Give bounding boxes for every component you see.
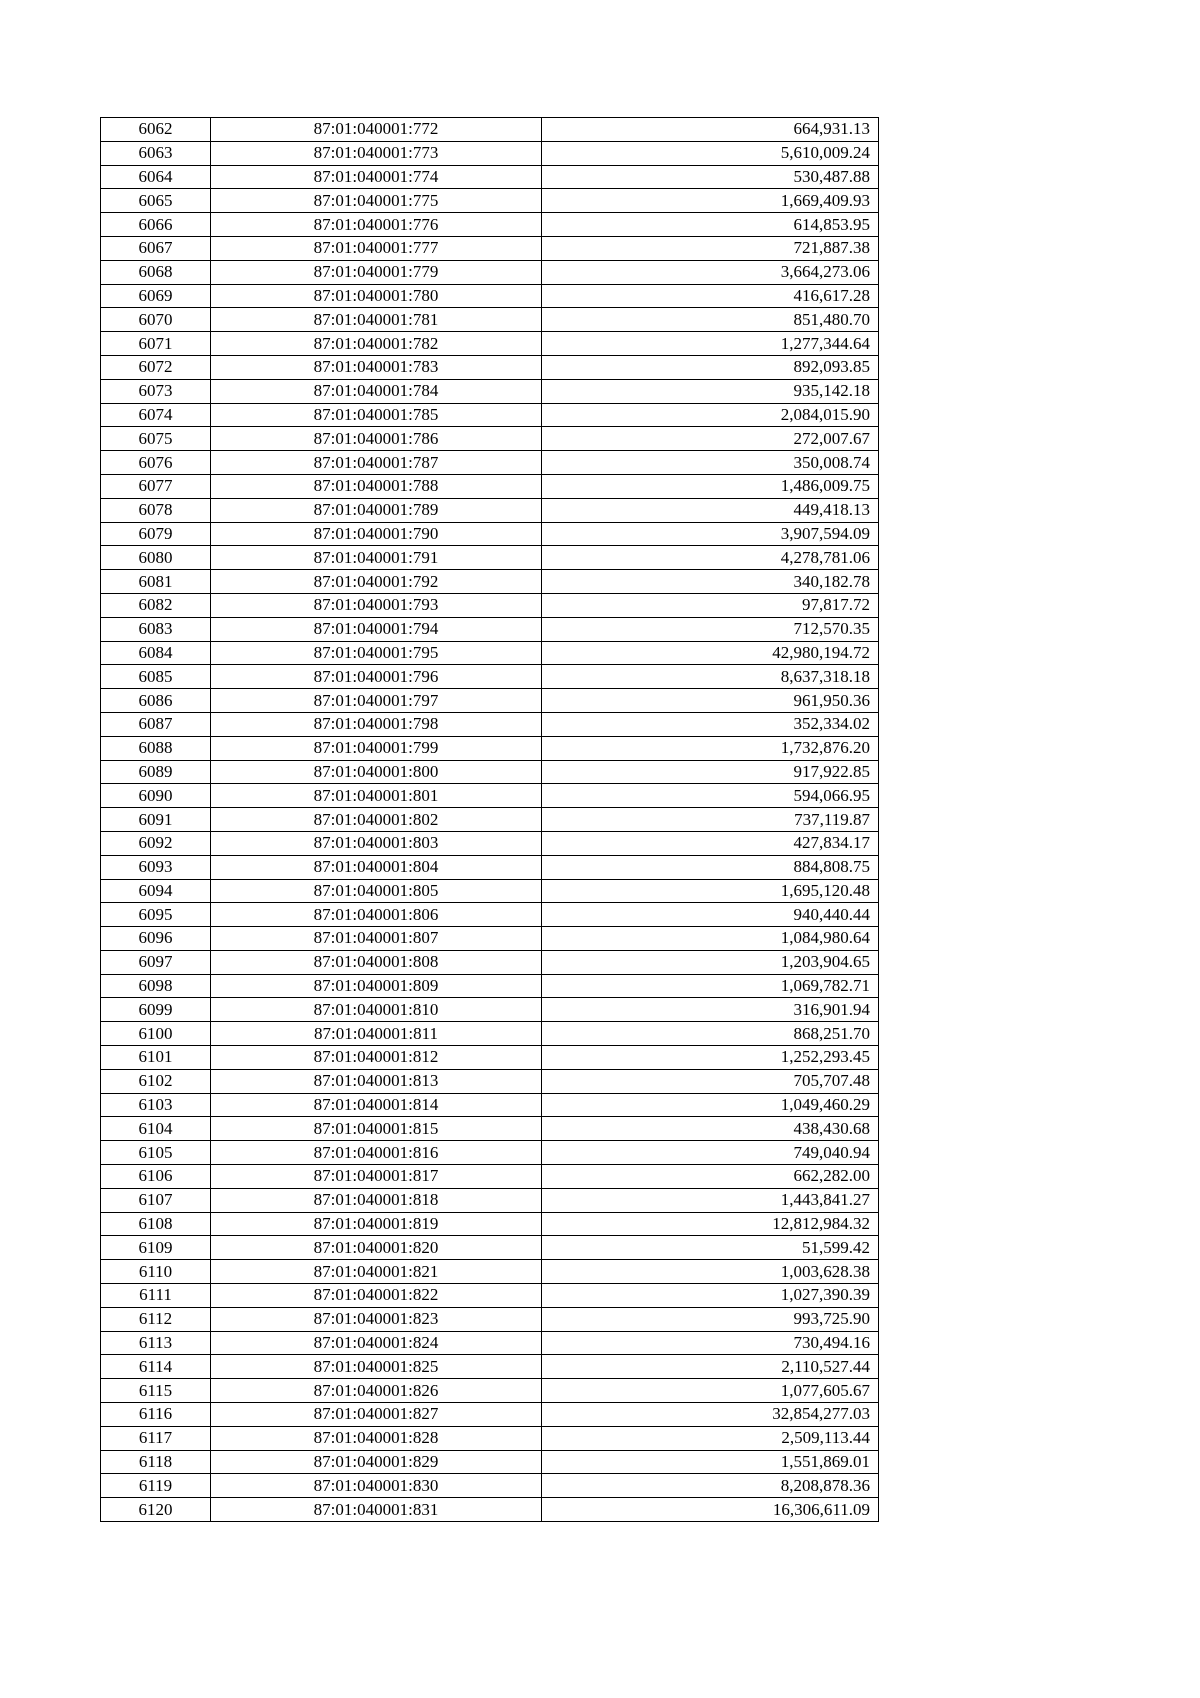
cadastral-number-cell: 87:01:040001:787 bbox=[211, 451, 542, 475]
row-number-cell: 6073 bbox=[101, 379, 211, 403]
row-number-cell: 6086 bbox=[101, 689, 211, 713]
row-number-cell: 6062 bbox=[101, 118, 211, 142]
cadastral-number-cell: 87:01:040001:809 bbox=[211, 974, 542, 998]
cadastral-value-cell: 340,182.78 bbox=[542, 570, 879, 594]
table-row bbox=[101, 1046, 879, 1070]
cadastral-number-cell: 87:01:040001:777 bbox=[211, 236, 542, 260]
cadastral-number-cell: 87:01:040001:807 bbox=[211, 927, 542, 951]
row-number-cell: 6093 bbox=[101, 855, 211, 879]
cadastral-number-cell: 87:01:040001:789 bbox=[211, 498, 542, 522]
row-number-cell: 6091 bbox=[101, 808, 211, 832]
row-number-cell: 6120 bbox=[101, 1498, 211, 1522]
cadastral-value-cell: 1,203,904.65 bbox=[542, 950, 879, 974]
row-number-cell: 6074 bbox=[101, 403, 211, 427]
cadastral-value-cell: 530,487.88 bbox=[542, 165, 879, 189]
cadastral-number-cell: 87:01:040001:794 bbox=[211, 617, 542, 641]
table-row bbox=[101, 474, 879, 498]
table-row bbox=[101, 1307, 879, 1331]
table-row bbox=[101, 760, 879, 784]
cadastral-number-cell: 87:01:040001:801 bbox=[211, 784, 542, 808]
table-row bbox=[101, 427, 879, 451]
table-row bbox=[101, 1260, 879, 1284]
cadastral-number-cell: 87:01:040001:786 bbox=[211, 427, 542, 451]
row-number-cell: 6071 bbox=[101, 332, 211, 356]
table-row bbox=[101, 855, 879, 879]
cadastral-value-cell: 940,440.44 bbox=[542, 903, 879, 927]
row-number-cell: 6112 bbox=[101, 1307, 211, 1331]
cadastral-number-cell: 87:01:040001:823 bbox=[211, 1307, 542, 1331]
row-number-cell: 6098 bbox=[101, 974, 211, 998]
table-row bbox=[101, 451, 879, 475]
row-number-cell: 6096 bbox=[101, 927, 211, 951]
table-row bbox=[101, 1284, 879, 1308]
table-row bbox=[101, 784, 879, 808]
table-row bbox=[101, 1498, 879, 1522]
row-number-cell: 6075 bbox=[101, 427, 211, 451]
cadastral-number-cell: 87:01:040001:825 bbox=[211, 1355, 542, 1379]
cadastral-value-cell: 1,003,628.38 bbox=[542, 1260, 879, 1284]
table-row bbox=[101, 379, 879, 403]
cadastral-number-cell: 87:01:040001:831 bbox=[211, 1498, 542, 1522]
cadastral-number-cell: 87:01:040001:800 bbox=[211, 760, 542, 784]
cadastral-number-cell: 87:01:040001:805 bbox=[211, 879, 542, 903]
cadastral-value-cell: 993,725.90 bbox=[542, 1307, 879, 1331]
table-row bbox=[101, 236, 879, 260]
table-row bbox=[101, 498, 879, 522]
table-row bbox=[101, 950, 879, 974]
table-row bbox=[101, 831, 879, 855]
cadastral-number-cell: 87:01:040001:820 bbox=[211, 1236, 542, 1260]
cadastral-value-cell: 1,069,782.71 bbox=[542, 974, 879, 998]
table-row bbox=[101, 665, 879, 689]
cadastral-value-cell: 721,887.38 bbox=[542, 236, 879, 260]
table-row bbox=[101, 260, 879, 284]
cadastral-value-cell: 1,732,876.20 bbox=[542, 736, 879, 760]
table-row bbox=[101, 1355, 879, 1379]
table-row bbox=[101, 1165, 879, 1189]
row-number-cell: 6070 bbox=[101, 308, 211, 332]
row-number-cell: 6088 bbox=[101, 736, 211, 760]
cadastral-value-cell: 4,278,781.06 bbox=[542, 546, 879, 570]
table-row bbox=[101, 998, 879, 1022]
cadastral-value-cell: 1,486,009.75 bbox=[542, 474, 879, 498]
cadastral-value-cell: 664,931.13 bbox=[542, 118, 879, 142]
cadastral-value-cell: 42,980,194.72 bbox=[542, 641, 879, 665]
table-row bbox=[101, 284, 879, 308]
cadastral-value-cell: 16,306,611.09 bbox=[542, 1498, 879, 1522]
row-number-cell: 6106 bbox=[101, 1165, 211, 1189]
cadastral-number-cell: 87:01:040001:775 bbox=[211, 189, 542, 213]
row-number-cell: 6119 bbox=[101, 1474, 211, 1498]
table-row bbox=[101, 1069, 879, 1093]
cadastral-value-cell: 935,142.18 bbox=[542, 379, 879, 403]
row-number-cell: 6101 bbox=[101, 1046, 211, 1070]
cadastral-number-cell: 87:01:040001:821 bbox=[211, 1260, 542, 1284]
cadastral-number-cell: 87:01:040001:810 bbox=[211, 998, 542, 1022]
row-number-cell: 6080 bbox=[101, 546, 211, 570]
cadastral-value-cell: 1,077,605.67 bbox=[542, 1379, 879, 1403]
cadastral-number-cell: 87:01:040001:824 bbox=[211, 1331, 542, 1355]
cadastral-value-cell: 352,334.02 bbox=[542, 712, 879, 736]
row-number-cell: 6102 bbox=[101, 1069, 211, 1093]
row-number-cell: 6117 bbox=[101, 1426, 211, 1450]
row-number-cell: 6083 bbox=[101, 617, 211, 641]
cadastral-value-cell: 1,252,293.45 bbox=[542, 1046, 879, 1070]
row-number-cell: 6108 bbox=[101, 1212, 211, 1236]
cadastral-value-cell: 1,027,390.39 bbox=[542, 1284, 879, 1308]
cadastral-number-cell: 87:01:040001:828 bbox=[211, 1426, 542, 1450]
cadastral-value-cell: 51,599.42 bbox=[542, 1236, 879, 1260]
cadastral-value-cell: 1,551,869.01 bbox=[542, 1450, 879, 1474]
cadastral-number-cell: 87:01:040001:793 bbox=[211, 593, 542, 617]
row-number-cell: 6092 bbox=[101, 831, 211, 855]
cadastral-number-cell: 87:01:040001:776 bbox=[211, 213, 542, 237]
row-number-cell: 6110 bbox=[101, 1260, 211, 1284]
row-number-cell: 6082 bbox=[101, 593, 211, 617]
row-number-cell: 6087 bbox=[101, 712, 211, 736]
row-number-cell: 6111 bbox=[101, 1284, 211, 1308]
table-row bbox=[101, 808, 879, 832]
table-row bbox=[101, 308, 879, 332]
cadastral-value-cell: 1,049,460.29 bbox=[542, 1093, 879, 1117]
table-row bbox=[101, 141, 879, 165]
cadastral-value-cell: 438,430.68 bbox=[542, 1117, 879, 1141]
cadastral-number-cell: 87:01:040001:813 bbox=[211, 1069, 542, 1093]
cadastral-number-cell: 87:01:040001:790 bbox=[211, 522, 542, 546]
cadastral-number-cell: 87:01:040001:830 bbox=[211, 1474, 542, 1498]
cadastral-value-cell: 3,664,273.06 bbox=[542, 260, 879, 284]
table-row bbox=[101, 1141, 879, 1165]
cadastral-number-cell: 87:01:040001:829 bbox=[211, 1450, 542, 1474]
cadastral-value-cell: 12,812,984.32 bbox=[542, 1212, 879, 1236]
table-row bbox=[101, 189, 879, 213]
table-row bbox=[101, 736, 879, 760]
cadastral-value-cell: 2,110,527.44 bbox=[542, 1355, 879, 1379]
cadastral-number-cell: 87:01:040001:803 bbox=[211, 831, 542, 855]
table-row bbox=[101, 879, 879, 903]
table-row bbox=[101, 689, 879, 713]
table-row bbox=[101, 1236, 879, 1260]
row-number-cell: 6063 bbox=[101, 141, 211, 165]
row-number-cell: 6105 bbox=[101, 1141, 211, 1165]
cadastral-number-cell: 87:01:040001:796 bbox=[211, 665, 542, 689]
cadastral-value-cell: 1,695,120.48 bbox=[542, 879, 879, 903]
cadastral-value-cell: 449,418.13 bbox=[542, 498, 879, 522]
row-number-cell: 6095 bbox=[101, 903, 211, 927]
table-row bbox=[101, 593, 879, 617]
cadastral-number-cell: 87:01:040001:779 bbox=[211, 260, 542, 284]
table-row bbox=[101, 1379, 879, 1403]
row-number-cell: 6089 bbox=[101, 760, 211, 784]
cadastral-number-cell: 87:01:040001:791 bbox=[211, 546, 542, 570]
cadastral-value-cell: 961,950.36 bbox=[542, 689, 879, 713]
cadastral-number-cell: 87:01:040001:814 bbox=[211, 1093, 542, 1117]
table-row bbox=[101, 1426, 879, 1450]
table-row bbox=[101, 570, 879, 594]
cadastral-number-cell: 87:01:040001:784 bbox=[211, 379, 542, 403]
cadastral-value-cell: 8,637,318.18 bbox=[542, 665, 879, 689]
table-row bbox=[101, 1450, 879, 1474]
table-row bbox=[101, 903, 879, 927]
row-number-cell: 6118 bbox=[101, 1450, 211, 1474]
table-row bbox=[101, 355, 879, 379]
cadastral-value-cell: 3,907,594.09 bbox=[542, 522, 879, 546]
table-row bbox=[101, 403, 879, 427]
cadastral-value-cell: 594,066.95 bbox=[542, 784, 879, 808]
table-row bbox=[101, 546, 879, 570]
cadastral-number-cell: 87:01:040001:774 bbox=[211, 165, 542, 189]
table-row bbox=[101, 522, 879, 546]
row-number-cell: 6103 bbox=[101, 1093, 211, 1117]
table-row bbox=[101, 1022, 879, 1046]
cadastral-number-cell: 87:01:040001:804 bbox=[211, 855, 542, 879]
cadastral-value-cell: 1,443,841.27 bbox=[542, 1188, 879, 1212]
table-row bbox=[101, 1093, 879, 1117]
row-number-cell: 6099 bbox=[101, 998, 211, 1022]
cadastral-value-cell: 350,008.74 bbox=[542, 451, 879, 475]
cadastral-value-cell: 416,617.28 bbox=[542, 284, 879, 308]
cadastral-value-cell: 737,119.87 bbox=[542, 808, 879, 832]
cadastral-number-cell: 87:01:040001:816 bbox=[211, 1141, 542, 1165]
cadastral-value-cell: 1,084,980.64 bbox=[542, 927, 879, 951]
cadastral-value-cell: 712,570.35 bbox=[542, 617, 879, 641]
row-number-cell: 6109 bbox=[101, 1236, 211, 1260]
cadastral-value-cell: 662,282.00 bbox=[542, 1165, 879, 1189]
cadastral-value-cell: 730,494.16 bbox=[542, 1331, 879, 1355]
cadastral-value-cell: 917,922.85 bbox=[542, 760, 879, 784]
cadastral-value-cell: 97,817.72 bbox=[542, 593, 879, 617]
cadastral-value-cell: 427,834.17 bbox=[542, 831, 879, 855]
row-number-cell: 6078 bbox=[101, 498, 211, 522]
cadastral-number-cell: 87:01:040001:797 bbox=[211, 689, 542, 713]
row-number-cell: 6115 bbox=[101, 1379, 211, 1403]
row-number-cell: 6077 bbox=[101, 474, 211, 498]
cadastral-number-cell: 87:01:040001:780 bbox=[211, 284, 542, 308]
cadastral-number-cell: 87:01:040001:811 bbox=[211, 1022, 542, 1046]
cadastral-value-cell: 1,277,344.64 bbox=[542, 332, 879, 356]
cadastral-number-cell: 87:01:040001:826 bbox=[211, 1379, 542, 1403]
row-number-cell: 6100 bbox=[101, 1022, 211, 1046]
cadastral-number-cell: 87:01:040001:808 bbox=[211, 950, 542, 974]
cadastral-number-cell: 87:01:040001:819 bbox=[211, 1212, 542, 1236]
row-number-cell: 6068 bbox=[101, 260, 211, 284]
cadastral-value-cell: 851,480.70 bbox=[542, 308, 879, 332]
row-number-cell: 6072 bbox=[101, 355, 211, 379]
cadastral-number-cell: 87:01:040001:795 bbox=[211, 641, 542, 665]
table-row bbox=[101, 1474, 879, 1498]
row-number-cell: 6069 bbox=[101, 284, 211, 308]
table-row bbox=[101, 712, 879, 736]
row-number-cell: 6065 bbox=[101, 189, 211, 213]
cadastral-value-cell: 749,040.94 bbox=[542, 1141, 879, 1165]
cadastral-number-cell: 87:01:040001:798 bbox=[211, 712, 542, 736]
cadastral-value-cell: 316,901.94 bbox=[542, 998, 879, 1022]
row-number-cell: 6079 bbox=[101, 522, 211, 546]
row-number-cell: 6066 bbox=[101, 213, 211, 237]
cadastral-value-cell: 2,509,113.44 bbox=[542, 1426, 879, 1450]
cadastral-number-cell: 87:01:040001:799 bbox=[211, 736, 542, 760]
row-number-cell: 6067 bbox=[101, 236, 211, 260]
row-number-cell: 6113 bbox=[101, 1331, 211, 1355]
cadastral-number-cell: 87:01:040001:781 bbox=[211, 308, 542, 332]
table-row bbox=[101, 1117, 879, 1141]
row-number-cell: 6094 bbox=[101, 879, 211, 903]
table-row bbox=[101, 1403, 879, 1427]
cadastral-value-cell: 2,084,015.90 bbox=[542, 403, 879, 427]
cadastral-value-cell: 892,093.85 bbox=[542, 355, 879, 379]
row-number-cell: 6116 bbox=[101, 1403, 211, 1427]
cadastral-value-cell: 705,707.48 bbox=[542, 1069, 879, 1093]
cadastral-number-cell: 87:01:040001:783 bbox=[211, 355, 542, 379]
cadastral-number-cell: 87:01:040001:792 bbox=[211, 570, 542, 594]
cadastral-number-cell: 87:01:040001:806 bbox=[211, 903, 542, 927]
cadastral-value-cell: 272,007.67 bbox=[542, 427, 879, 451]
cadastral-value-table bbox=[100, 117, 879, 1522]
table-row bbox=[101, 617, 879, 641]
cadastral-value-cell: 8,208,878.36 bbox=[542, 1474, 879, 1498]
cadastral-value-cell: 32,854,277.03 bbox=[542, 1403, 879, 1427]
cadastral-value-cell: 868,251.70 bbox=[542, 1022, 879, 1046]
row-number-cell: 6090 bbox=[101, 784, 211, 808]
cadastral-number-cell: 87:01:040001:772 bbox=[211, 118, 542, 142]
cadastral-value-cell: 5,610,009.24 bbox=[542, 141, 879, 165]
cadastral-value-cell: 614,853.95 bbox=[542, 213, 879, 237]
table-row bbox=[101, 974, 879, 998]
cadastral-number-cell: 87:01:040001:812 bbox=[211, 1046, 542, 1070]
row-number-cell: 6084 bbox=[101, 641, 211, 665]
cadastral-number-cell: 87:01:040001:822 bbox=[211, 1284, 542, 1308]
cadastral-value-cell: 1,669,409.93 bbox=[542, 189, 879, 213]
row-number-cell: 6085 bbox=[101, 665, 211, 689]
table-row bbox=[101, 1212, 879, 1236]
table-row bbox=[101, 332, 879, 356]
row-number-cell: 6076 bbox=[101, 451, 211, 475]
cadastral-number-cell: 87:01:040001:785 bbox=[211, 403, 542, 427]
row-number-cell: 6097 bbox=[101, 950, 211, 974]
cadastral-number-cell: 87:01:040001:817 bbox=[211, 1165, 542, 1189]
cadastral-value-cell: 884,808.75 bbox=[542, 855, 879, 879]
cadastral-number-cell: 87:01:040001:818 bbox=[211, 1188, 542, 1212]
row-number-cell: 6104 bbox=[101, 1117, 211, 1141]
row-number-cell: 6114 bbox=[101, 1355, 211, 1379]
row-number-cell: 6107 bbox=[101, 1188, 211, 1212]
cadastral-number-cell: 87:01:040001:788 bbox=[211, 474, 542, 498]
cadastral-number-cell: 87:01:040001:815 bbox=[211, 1117, 542, 1141]
table-row bbox=[101, 1331, 879, 1355]
table-row bbox=[101, 641, 879, 665]
cadastral-number-cell: 87:01:040001:782 bbox=[211, 332, 542, 356]
cadastral-number-cell: 87:01:040001:827 bbox=[211, 1403, 542, 1427]
cadastral-number-cell: 87:01:040001:773 bbox=[211, 141, 542, 165]
cadastral-number-cell: 87:01:040001:802 bbox=[211, 808, 542, 832]
table-body bbox=[101, 118, 879, 1522]
table-row bbox=[101, 927, 879, 951]
row-number-cell: 6081 bbox=[101, 570, 211, 594]
table-row bbox=[101, 118, 879, 142]
table-row bbox=[101, 1188, 879, 1212]
table-row bbox=[101, 213, 879, 237]
row-number-cell: 6064 bbox=[101, 165, 211, 189]
table-row bbox=[101, 165, 879, 189]
